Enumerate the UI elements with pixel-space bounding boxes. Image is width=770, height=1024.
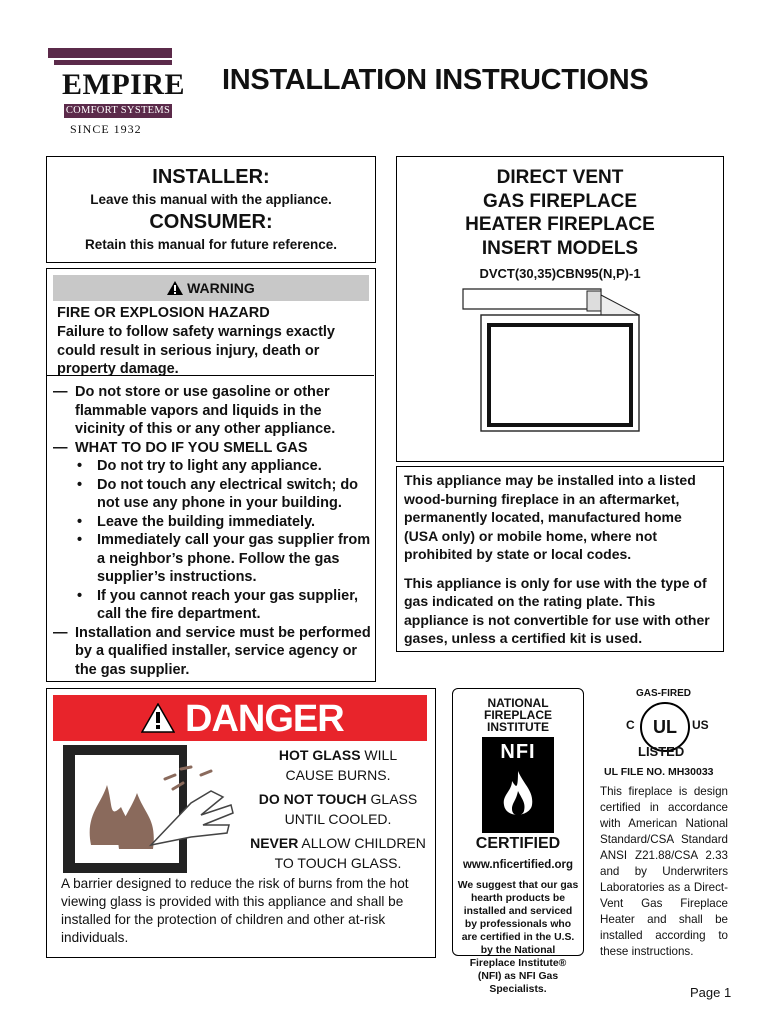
hot-glass-hand-illustration: [61, 745, 241, 873]
info-paragraph: This appliance is only for use with the type of gas indicated on the rating plate. This appliance is not convertible for use with other gases, unless a certified kit is used.: [404, 574, 710, 646]
ul-us-mark: US: [692, 718, 709, 732]
warning-triangle-icon: [167, 281, 183, 295]
warning-hazard: FIRE OR EXPLOSION HAZARD: [57, 305, 270, 321]
warning-label: WARNING: [187, 280, 255, 296]
ul-file-number: UL FILE NO. MH30033: [604, 766, 714, 778]
fireplace-insert-illustration: [461, 287, 661, 433]
danger-emphasis: DO NOT TOUCH: [258, 791, 367, 807]
danger-line: [243, 745, 433, 765]
model-title-line: DIRECT VENT: [496, 167, 624, 188]
warning-list: [53, 383, 371, 679]
consumer-text: Retain this manual for future reference.: [84, 237, 338, 252]
ul-logo: UL: [640, 702, 690, 752]
warning-subitem: • Do not try to light any appliance.: [53, 457, 371, 476]
warning-subitem: • Leave the building immediately.: [53, 513, 371, 532]
danger-banner: [53, 695, 427, 741]
logo-word: EMPIRE: [62, 68, 185, 101]
warning-subitem: • Do not touch any electrical switch; do not use any phone in your building.: [53, 476, 371, 513]
danger-statements: [243, 745, 433, 873]
model-box: [396, 156, 724, 462]
warning-triangle-icon: [141, 703, 175, 733]
divider: [47, 375, 374, 376]
logo-since: SINCE 1932: [70, 122, 142, 136]
flame-icon: [498, 769, 538, 821]
page-title: INSTALLATION INSTRUCTIONS: [222, 64, 649, 96]
ul-gas-fired: GAS-FIRED: [636, 688, 691, 699]
danger-emphasis: NEVER: [250, 835, 299, 851]
nfi-url: www.nficertified.org: [462, 859, 574, 871]
info-box: [396, 466, 724, 652]
warning-text: Failure to follow safety warnings exactly could result in serious injury, death or property damage.: [57, 324, 335, 377]
model-title-line: GAS FIREPLACE: [482, 190, 638, 212]
info-paragraph: This appliance may be installed into a listed wood-burning fireplace in an aftermarket, permanently located, manufactured home (USA only) or mobile home, where not prohibited by state or local codes.: [404, 472, 696, 562]
model-title: [397, 166, 723, 260]
nfi-certified: CERTIFIED: [475, 835, 561, 852]
ul-listed: LISTED: [638, 744, 685, 759]
danger-emphasis: HOT GLASS: [278, 747, 361, 763]
danger-line: CAUSE BURNS.: [285, 767, 391, 783]
danger-line: [243, 833, 433, 853]
logo-bar: [54, 60, 172, 65]
danger-text: ALLOW CHILDREN: [298, 835, 426, 851]
installer-text: Leave this manual with the appliance.: [90, 192, 332, 207]
warning-item: — Installation and service must be performed by a qualified installer, service agency or the gas supplier.: [53, 624, 371, 680]
nfi-badge: [482, 737, 554, 833]
ul-certification: [596, 688, 730, 978]
danger-text: GLASS: [366, 791, 418, 807]
nfi-box: [452, 688, 584, 995]
nfi-org-line: INSTITUTE: [487, 720, 549, 734]
logo-tagline: COMFORT SYSTEMS: [65, 105, 171, 116]
nfi-org-line: NATIONAL: [487, 696, 549, 710]
model-code: DVCT(30,35)CBN95(N,P)-1: [479, 266, 641, 281]
ul-c-mark: C: [626, 718, 635, 732]
warning-header: [53, 275, 369, 301]
consumer-heading: CONSUMER:: [149, 211, 273, 233]
logo-bar: [48, 48, 172, 58]
warning-box: [46, 268, 376, 682]
nfi-mark: NFI: [500, 741, 536, 763]
installer-heading: INSTALLER:: [152, 166, 270, 188]
page-number: Page 1: [690, 985, 732, 1000]
ul-text: This fireplace is design certified in accordance with American National Standard/CSA Standard ANSI Z21.88/CSA 2.33 and by Underwriters Laboratories as a Direct-Vent Gas Fireplace Heater and shall be installed according to these instructions.: [600, 785, 728, 958]
danger-text: WILL: [360, 747, 398, 763]
danger-footer: A barrier designed to reduce the risk of burns from the hot viewing glass is provided with this appliance and shall be installed for the protection of children and other at-risk individuals.: [61, 876, 409, 945]
nfi-org-line: FIREPLACE: [483, 708, 552, 722]
warning-item: — WHAT TO DO IF YOU SMELL GAS: [53, 439, 371, 458]
danger-box: [46, 688, 436, 958]
warning-subitem: • Immediately call your gas supplier from a neighbor’s phone. Follow the gas supplier’s instructions.: [53, 531, 371, 587]
danger-line: UNTIL COOLED.: [284, 811, 392, 827]
warning-item: — Do not store or use gasoline or other flammable vapors and liquids in the vicinity of this or any other appliance.: [53, 383, 371, 439]
nfi-org-name: [453, 697, 583, 733]
danger-line: [243, 789, 433, 809]
model-title-line: HEATER FIREPLACE: [465, 214, 655, 235]
installer-consumer-box: [46, 156, 376, 263]
danger-line: TO TOUCH GLASS.: [274, 855, 402, 871]
empire-logo: [48, 48, 185, 138]
model-title-line: INSERT MODELS: [481, 237, 639, 259]
nfi-text: We suggest that our gas hearth products be installed and serviced by professionals who are certified in the U.S. by the National Fireplace Institute® (NFI) as NFI Gas Specialists.: [457, 880, 579, 995]
danger-word: DANGER: [185, 698, 344, 740]
warning-subitem: • If you cannot reach your gas supplier, call the fire department.: [53, 587, 371, 624]
